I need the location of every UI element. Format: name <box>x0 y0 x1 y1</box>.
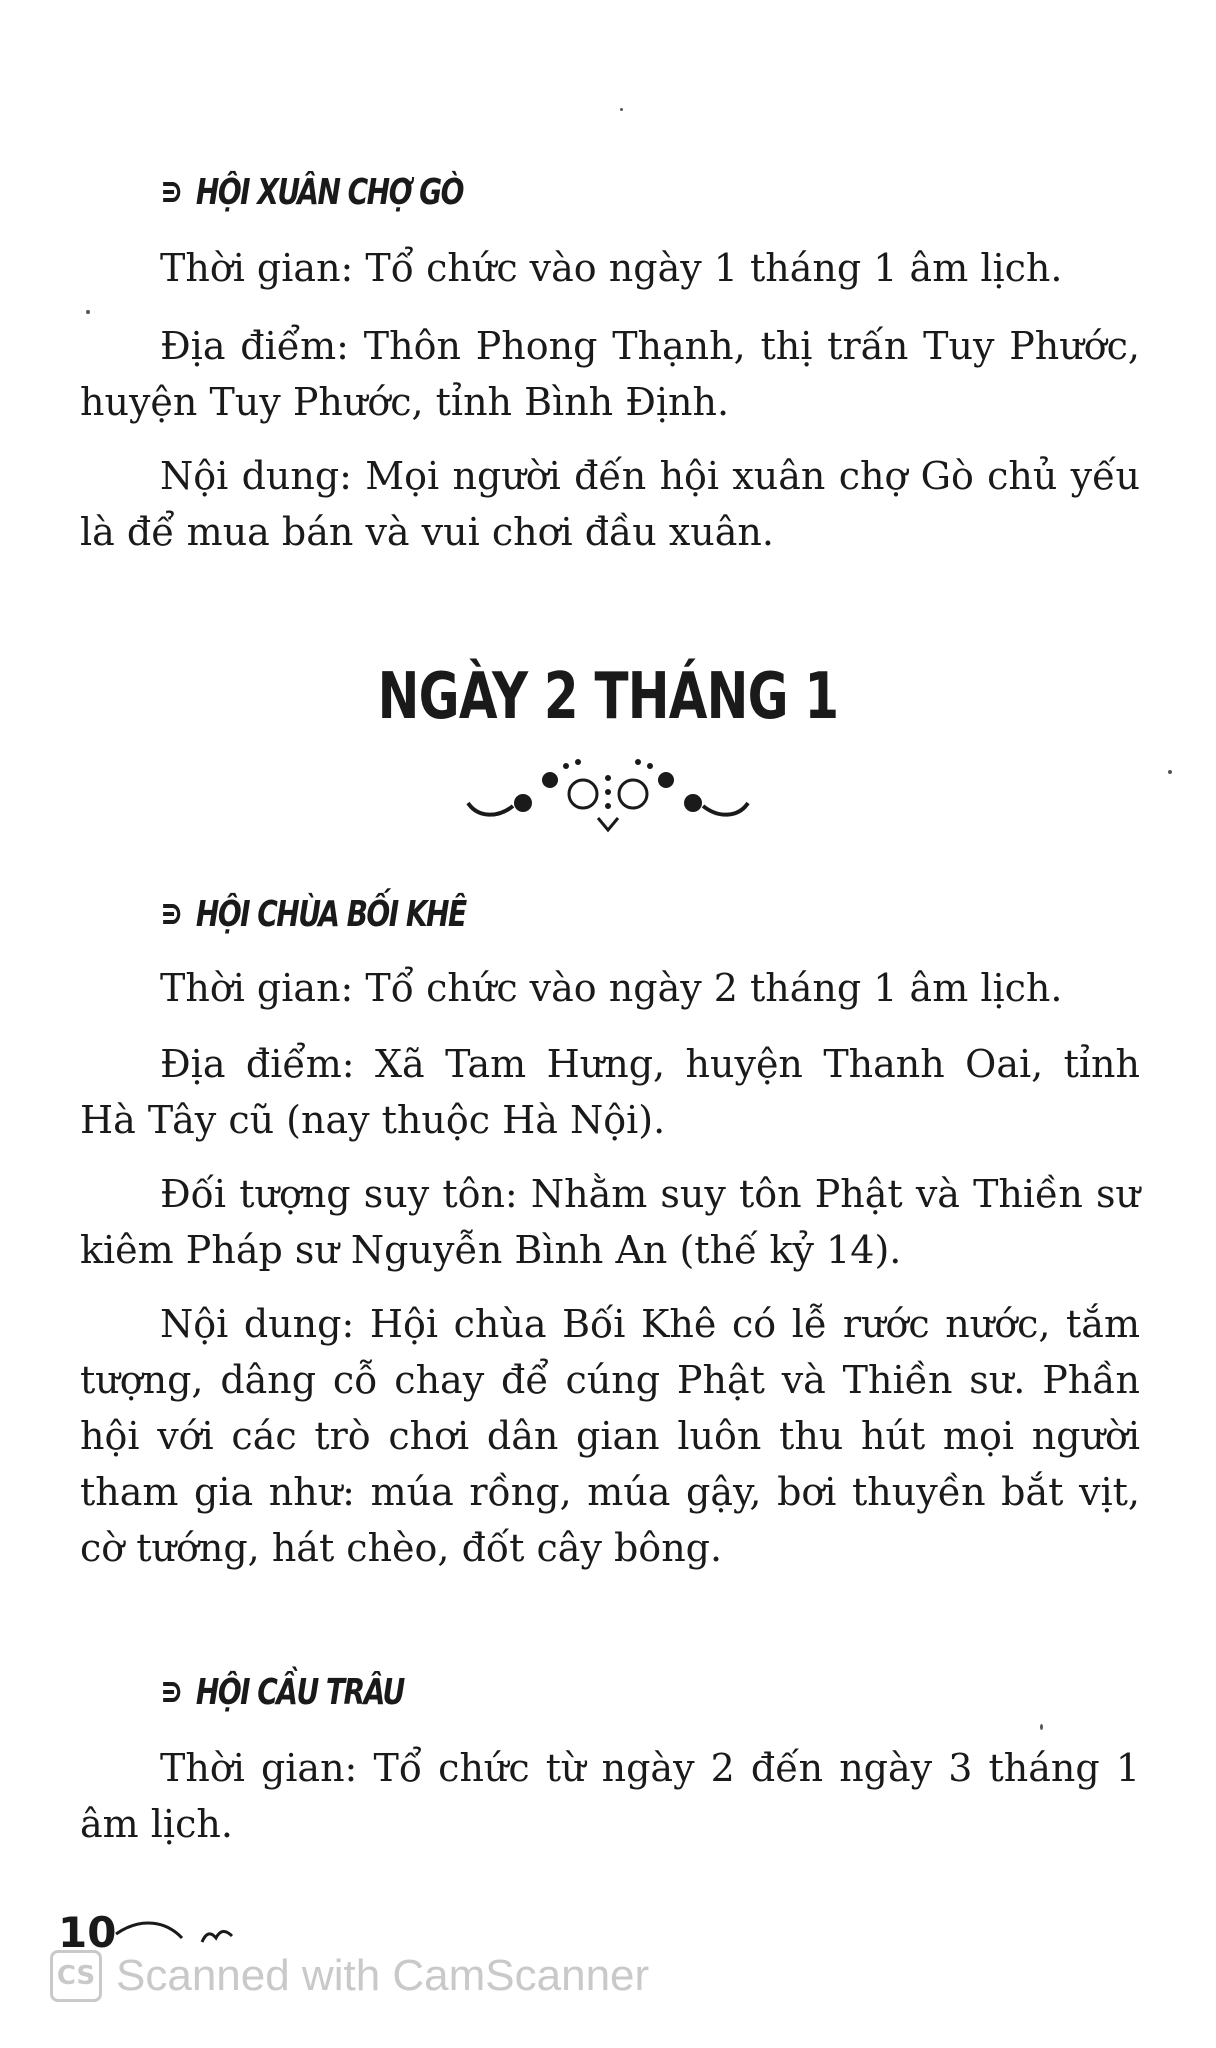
section-heading-text: HỘI CẦU TRÂU <box>195 1672 404 1713</box>
camscanner-watermark <box>50 1950 649 2002</box>
page-number: 10 <box>58 1908 117 1957</box>
arrow-right-circle-icon <box>160 172 183 213</box>
scan-speck <box>1168 770 1172 774</box>
arrow-right-circle-icon <box>160 894 183 935</box>
scan-speck <box>86 310 90 314</box>
scan-speck <box>1040 1724 1043 1730</box>
section-heading-hoi-cau-trau <box>160 1672 404 1713</box>
section-heading-hoi-xuan-cho-go <box>160 172 463 213</box>
section-heading-hoi-chua-boi-khe <box>160 894 466 935</box>
section-heading-text: HỘI CHÙA BỐI KHÊ <box>195 894 466 935</box>
section-heading-text: HỘI XUÂN CHỢ GÒ <box>195 172 463 213</box>
paragraph-content: Nội dung: Hội chùa Bối Khê có lễ rước nước, tắm tượng, dâng cỗ chay để cúng Phật và Thiền sư. Phần hội với các trò chơi dân gian luôn thu hút mọi người tham gia như: múa rồng, múa gậy, bơi thuyền bắt vịt, cờ tướng, hát chèo, đốt cây bông. <box>80 1302 1140 1570</box>
paragraph-location: Địa điểm: Xã Tam Hưng, huyện Thanh Oai, tỉnh Hà Tây cũ (nay thuộc Hà Nội). <box>80 1042 1140 1142</box>
day-title: NGÀY 2 THÁNG 1 <box>377 660 839 734</box>
camscanner-logo-icon: CS <box>50 1950 102 2002</box>
page-swirl-icon <box>112 1914 262 1954</box>
paragraph-time: Thời gian: Tổ chức vào ngày 2 tháng 1 âm lịch. <box>160 966 1063 1010</box>
paragraph-location: Địa điểm: Thôn Phong Thạnh, thị trấn Tuy Phước, huyện Tuy Phước, tỉnh Bình Định. <box>80 324 1140 424</box>
paragraph-content: Nội dung: Mọi người đến hội xuân chợ Gò chủ yếu là để mua bán và vui chơi đầu xuân. <box>80 454 1140 554</box>
paragraph-time: Thời gian: Tổ chức từ ngày 2 đến ngày 3 tháng 1 âm lịch. <box>80 1746 1140 1846</box>
arrow-right-circle-icon <box>160 1672 183 1713</box>
paragraph-worship: Đối tượng suy tôn: Nhằm suy tôn Phật và Thiền sư kiêm Pháp sư Nguyễn Bình An (thế kỷ 14). <box>80 1172 1140 1272</box>
paragraph-time: Thời gian: Tổ chức vào ngày 1 tháng 1 âm lịch. <box>160 246 1063 290</box>
scan-speck <box>620 108 623 111</box>
floral-ornament-icon <box>458 748 758 838</box>
watermark-text: Scanned with CamScanner <box>116 1951 650 2000</box>
